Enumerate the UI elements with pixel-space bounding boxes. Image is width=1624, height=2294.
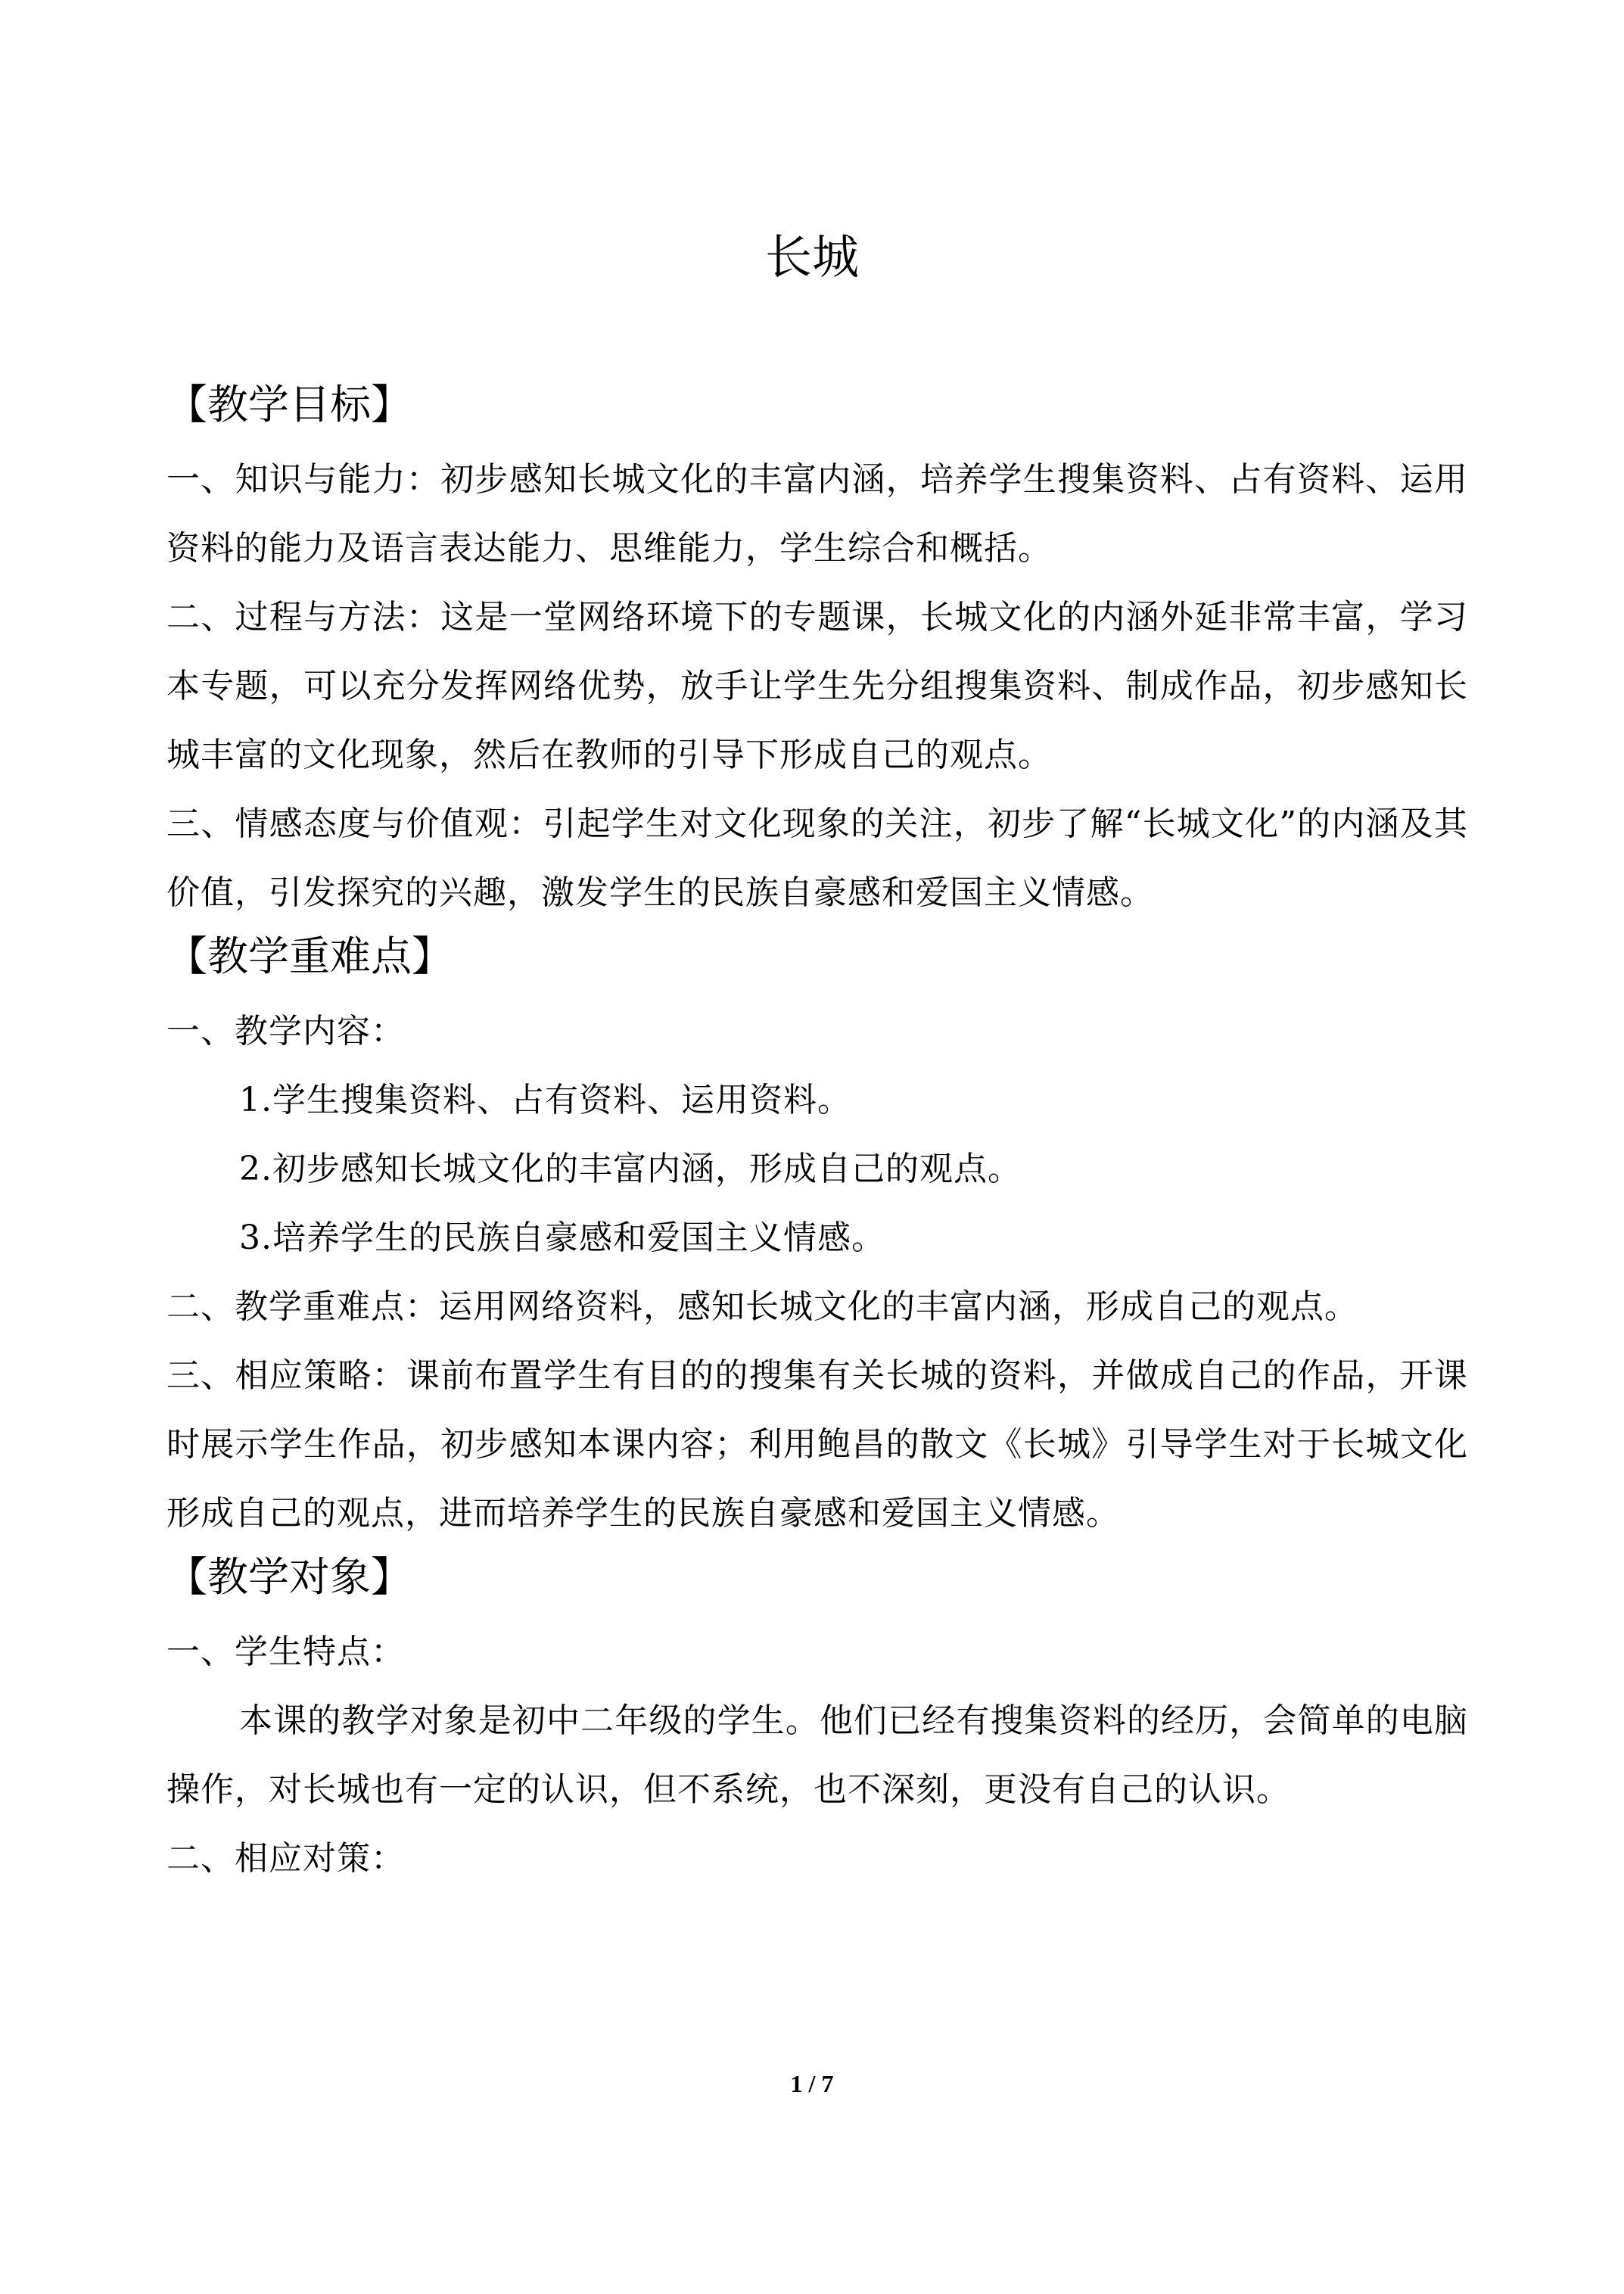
paragraph: 本课的教学对象是初中二年级的学生。他们已经有搜集资料的经历，会简单的电脑操作，对长城也有一定的认识，但不系统，也不深刻，更没有自己的认识。 [166, 1701, 1468, 1809]
paragraph: 三、相应策略：课前布置学生有目的的搜集有关长城的资料，并做成自己的作品，开课时展示学生作品，初步感知本课内容；利用鲍昌的散文《长城》引导学生对于长城文化形成自己的观点，进而培养学生的民族自豪感和爱国主义情感。 [166, 1356, 1468, 1533]
paragraph: 三、情感态度与价值观：引起学生对文化现象的关注，初步了解“长城文化”的内涵及其价值，引发探究的兴趣，激发学生的民族自豪感和爱国主义情感。 [166, 805, 1468, 912]
section-heading-audience: 【教学对象】 [166, 1553, 412, 1601]
document-title: 长城 [764, 229, 859, 285]
document-body [166, 378, 1468, 1893]
paragraph: 一、教学内容： [166, 1012, 405, 1051]
section-heading-key-points: 【教学重难点】 [166, 932, 453, 980]
paragraph: 二、过程与方法：这是一堂网络环境下的专题课，长城文化的内涵外延非常丰富，学习本专题，可以充分发挥网络优势，放手让学生先分组搜集资料、制成作品，初步感知长城丰富的文化现象，然后在教师的引导下形成自己的观点。 [166, 598, 1468, 774]
paragraph: 二、相应对策： [166, 1839, 405, 1878]
paragraph: 一、学生特点： [166, 1633, 405, 1671]
page-number: 1 / 7 [790, 2070, 834, 2097]
paragraph: 二、教学重难点：运用网络资料，感知长城文化的丰富内涵，形成自己的观点。 [166, 1287, 1358, 1326]
list-item: 1.学生搜集资料、占有资料、运用资料。 [239, 1081, 851, 1119]
list-item: 3.培养学生的民族自豪感和爱国主义情感。 [239, 1219, 885, 1257]
list-item: 2.初步感知长城文化的丰富内涵，形成自己的观点。 [239, 1150, 1022, 1188]
paragraph: 一、知识与能力：初步感知长城文化的丰富内涵，培养学生搜集资料、占有资料、运用资料的能力及语言表达能力、思维能力，学生综合和概括。 [166, 460, 1468, 568]
section-heading-objectives: 【教学目标】 [166, 381, 412, 428]
